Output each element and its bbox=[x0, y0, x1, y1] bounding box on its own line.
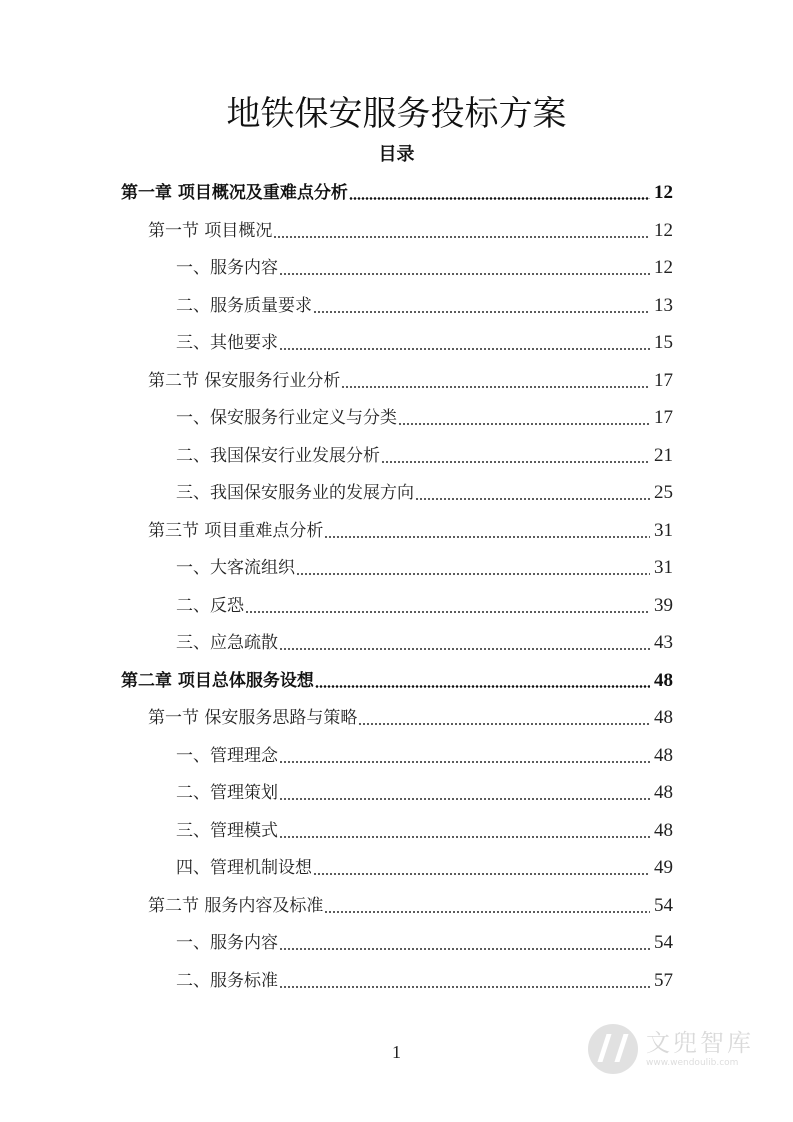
document-title: 地铁保安服务投标方案 bbox=[226, 94, 567, 134]
toc-entry-item[interactable] bbox=[176, 593, 673, 619]
toc-entry-chapter[interactable] bbox=[121, 180, 673, 206]
toc-entry-page: 57 bbox=[654, 969, 673, 991]
dot-leader bbox=[313, 873, 650, 875]
dot-leader bbox=[324, 536, 650, 538]
dot-leader bbox=[279, 348, 650, 350]
toc-entry-label: 二、管理策划 bbox=[176, 783, 278, 803]
dot-leader bbox=[273, 236, 650, 238]
watermark-url: www.wendoulib.com bbox=[646, 1058, 739, 1068]
watermark-name: 文兜智库 bbox=[646, 1029, 754, 1057]
toc-entry-page: 21 bbox=[654, 444, 673, 466]
dot-leader bbox=[315, 685, 650, 688]
dot-leader bbox=[313, 311, 650, 313]
dot-leader bbox=[341, 386, 650, 388]
toc-entry-label: 三、应急疏散 bbox=[176, 633, 278, 653]
dot-leader bbox=[279, 648, 650, 650]
toc-entry-page: 48 bbox=[654, 782, 673, 803]
toc-entry-label: 第一节 保安服务思路与策略 bbox=[148, 708, 358, 728]
toc-entry-page: 48 bbox=[654, 669, 673, 691]
toc-entry-label: 三、其他要求 bbox=[176, 333, 278, 353]
dot-leader bbox=[296, 573, 650, 575]
toc-entry-label: 一、管理理念 bbox=[176, 745, 278, 766]
toc-entry-chapter[interactable] bbox=[121, 668, 673, 694]
toc-entry-label: 四、管理机制设想 bbox=[176, 858, 312, 878]
watermark bbox=[588, 1020, 758, 1078]
dot-leader bbox=[381, 461, 650, 463]
toc-entry-page: 48 bbox=[654, 744, 673, 766]
toc-entry-page: 12 bbox=[654, 182, 673, 203]
page-number: 1 bbox=[392, 1042, 401, 1062]
dot-leader bbox=[415, 498, 650, 500]
toc-entry-item[interactable] bbox=[176, 443, 673, 469]
toc-entry-label: 第三节 项目重难点分析 bbox=[148, 520, 324, 541]
toc-entry-item[interactable] bbox=[176, 293, 673, 319]
dot-leader bbox=[279, 948, 650, 950]
dot-leader bbox=[245, 611, 650, 613]
toc-entry-page: 43 bbox=[654, 632, 673, 653]
toc-entry-page: 25 bbox=[654, 482, 673, 503]
toc-entry-page: 31 bbox=[654, 557, 673, 578]
dot-leader bbox=[349, 197, 650, 200]
toc-entry-page: 15 bbox=[654, 332, 673, 353]
wendou-logo-icon bbox=[588, 1024, 638, 1074]
toc-entry-label: 一、保安服务行业定义与分类 bbox=[176, 408, 397, 428]
toc-entry-section[interactable] bbox=[148, 518, 673, 544]
toc-entry-item[interactable] bbox=[176, 555, 673, 581]
toc-entry-label: 二、我国保安行业发展分析 bbox=[176, 445, 380, 466]
dot-leader bbox=[398, 423, 650, 425]
toc-entry-section[interactable] bbox=[148, 218, 673, 244]
toc-entry-label: 二、服务标准 bbox=[176, 970, 278, 991]
watermark-text bbox=[646, 1029, 754, 1069]
toc-entry-label: 一、服务内容 bbox=[176, 933, 278, 953]
toc-entry-section[interactable] bbox=[148, 368, 673, 394]
toc-entry-label: 一、服务内容 bbox=[176, 258, 278, 278]
toc-entry-page: 54 bbox=[654, 932, 673, 953]
dot-leader bbox=[279, 273, 650, 275]
toc-entry-label: 第二章 项目总体服务设想 bbox=[121, 670, 314, 691]
toc-entry-item[interactable] bbox=[176, 818, 673, 844]
toc-entry-item[interactable] bbox=[176, 780, 673, 806]
toc-heading: 目录 bbox=[378, 144, 415, 165]
toc-entry-item[interactable] bbox=[176, 743, 673, 769]
toc-entry-page: 12 bbox=[654, 219, 673, 241]
toc-entry-page: 12 bbox=[654, 257, 673, 278]
toc-entry-page: 17 bbox=[654, 407, 673, 428]
toc-entry-label: 二、反恐 bbox=[176, 595, 244, 616]
toc-entry-label: 三、我国保安服务业的发展方向 bbox=[176, 483, 414, 503]
toc-entry-page: 31 bbox=[654, 519, 673, 541]
toc-entry-item[interactable] bbox=[176, 968, 673, 994]
toc-entry-item[interactable] bbox=[176, 930, 673, 956]
toc-entry-label: 第一节 项目概况 bbox=[148, 220, 273, 241]
dot-leader bbox=[279, 761, 650, 763]
toc-entry-page: 17 bbox=[654, 369, 673, 391]
dot-leader bbox=[324, 911, 650, 913]
toc-entry-label: 第一章 项目概况及重难点分析 bbox=[121, 183, 348, 203]
toc-entry-label: 第二节 保安服务行业分析 bbox=[148, 370, 341, 391]
toc-entry-page: 13 bbox=[654, 294, 673, 316]
dot-leader bbox=[279, 836, 650, 838]
toc-entry-page: 39 bbox=[654, 594, 673, 616]
toc-entry-page: 48 bbox=[654, 707, 673, 728]
toc-entry-item[interactable] bbox=[176, 630, 673, 656]
toc-entry-section[interactable] bbox=[148, 893, 673, 919]
toc-entry-label: 三、管理模式 bbox=[176, 820, 278, 841]
dot-leader bbox=[279, 986, 650, 988]
toc-entry-label: 二、服务质量要求 bbox=[176, 295, 312, 316]
toc-entry-page: 54 bbox=[654, 894, 673, 916]
toc-entry-item[interactable] bbox=[176, 255, 673, 281]
toc-entry-section[interactable] bbox=[148, 705, 673, 731]
toc-entry-item[interactable] bbox=[176, 330, 673, 356]
toc-entry-item[interactable] bbox=[176, 855, 673, 881]
toc-entry-item[interactable] bbox=[176, 405, 673, 431]
toc-entry-label: 一、大客流组织 bbox=[176, 558, 295, 578]
toc-entry-item[interactable] bbox=[176, 480, 673, 506]
toc-entry-page: 49 bbox=[654, 857, 673, 878]
dot-leader bbox=[279, 798, 650, 800]
toc-entry-page: 48 bbox=[654, 819, 673, 841]
toc-entry-label: 第二节 服务内容及标准 bbox=[148, 895, 324, 916]
dot-leader bbox=[358, 723, 650, 725]
